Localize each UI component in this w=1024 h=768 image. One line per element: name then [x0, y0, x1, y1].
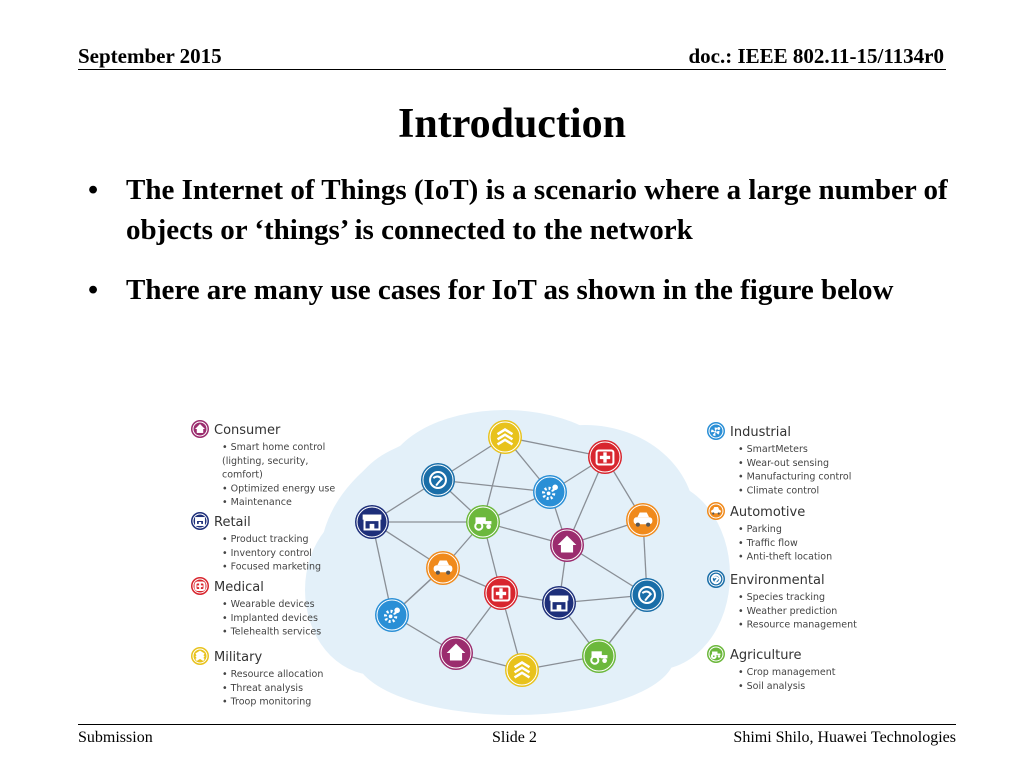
- category-title: Industrial: [730, 425, 791, 440]
- footer-submission: Submission: [78, 729, 153, 746]
- category-automotive: [730, 505, 832, 563]
- bullet-text: The Internet of Things (IoT) is a scenario where a large number of objects or ‘things’ is connected to the network: [126, 174, 948, 246]
- bullet-icon: •: [88, 174, 99, 206]
- bullet-icon: •: [88, 274, 99, 306]
- category-item: • Resource management: [738, 619, 857, 631]
- category-item: • Wear-out sensing: [738, 457, 830, 469]
- chevron-rank-icon: [191, 647, 209, 665]
- category-item: (lighting, security,: [222, 455, 309, 467]
- footer-author: Shimi Shilo, Huawei Technologies: [733, 729, 956, 746]
- category-item: • Parking: [738, 524, 782, 535]
- category-retail: [214, 515, 321, 573]
- globe-icon: [421, 463, 455, 497]
- category-title: Retail: [214, 515, 251, 530]
- category-title: Military: [214, 650, 263, 665]
- category-item: • Inventory control: [222, 547, 312, 559]
- category-title: Agriculture: [730, 648, 802, 663]
- category-item: • Troop monitoring: [222, 696, 312, 708]
- category-title: Consumer: [214, 423, 281, 438]
- bullet-text: There are many use cases for IoT as shown in the figure below: [126, 274, 894, 306]
- store-icon: [191, 512, 209, 530]
- bullet-list: [88, 170, 958, 330]
- category-item: • Threat analysis: [222, 682, 304, 694]
- category-item: • Soil analysis: [738, 680, 806, 692]
- globe-icon: [707, 570, 725, 588]
- category-industrial: [730, 425, 851, 496]
- category-item: • Manufacturing control: [738, 471, 852, 483]
- gears-icon: [707, 422, 725, 440]
- category-item: • Resource allocation: [222, 669, 324, 680]
- category-title: Medical: [214, 580, 264, 595]
- car-icon: [426, 551, 460, 585]
- category-item: • Weather prediction: [738, 605, 838, 617]
- category-item: • Telehealth services: [222, 626, 322, 638]
- category-item: • Traffic flow: [738, 537, 798, 549]
- category-item: comfort): [222, 469, 263, 481]
- category-item: • Smart home control: [222, 442, 326, 453]
- category-item: • Optimized energy use: [222, 483, 336, 495]
- tractor-icon: [582, 639, 616, 673]
- car-icon: [626, 503, 660, 537]
- category-item: • Climate control: [738, 485, 820, 497]
- category-title: Environmental: [730, 573, 825, 588]
- medical-cross-icon: [191, 577, 209, 595]
- tractor-icon: [707, 645, 725, 663]
- chevron-rank-icon: [488, 420, 522, 454]
- category-item: • Anti-theft location: [738, 551, 833, 563]
- home-icon: [439, 636, 473, 670]
- chevron-rank-icon: [505, 653, 539, 687]
- category-item: • Species tracking: [738, 592, 826, 603]
- gears-icon: [533, 475, 567, 509]
- category-item: • Product tracking: [222, 534, 309, 545]
- medical-cross-icon: [484, 576, 518, 610]
- category-item: • Wearable devices: [222, 599, 315, 610]
- category-item: • SmartMeters: [738, 444, 808, 455]
- home-icon: [550, 528, 584, 562]
- bullet-item: [88, 170, 958, 250]
- bullet-item: [88, 270, 958, 310]
- store-icon: [542, 586, 576, 620]
- footer-slide-number: Slide 2: [492, 729, 537, 746]
- category-title: Automotive: [730, 505, 806, 520]
- category-item: • Implanted devices: [222, 612, 318, 624]
- category-item: • Focused marketing: [222, 561, 322, 573]
- iot-use-cases-figure: [185, 410, 865, 715]
- home-icon: [191, 420, 209, 438]
- category-item: • Maintenance: [222, 497, 292, 509]
- category-agriculture: [730, 648, 836, 692]
- header-doc-id: doc.: IEEE 802.11-15/1134r0: [688, 44, 944, 68]
- category-military: [214, 650, 323, 708]
- car-icon: [707, 502, 725, 520]
- footer-divider: [78, 724, 956, 725]
- gears-icon: [375, 598, 409, 632]
- slide-title: Introduction: [398, 101, 626, 147]
- medical-cross-icon: [588, 440, 622, 474]
- store-icon: [355, 505, 389, 539]
- header-divider: [78, 69, 946, 70]
- category-item: • Crop management: [738, 667, 836, 678]
- category-consumer: [214, 423, 335, 508]
- tractor-icon: [466, 505, 500, 539]
- category-environmental: [730, 573, 857, 631]
- header-date: September 2015: [78, 44, 222, 68]
- globe-icon: [630, 578, 664, 612]
